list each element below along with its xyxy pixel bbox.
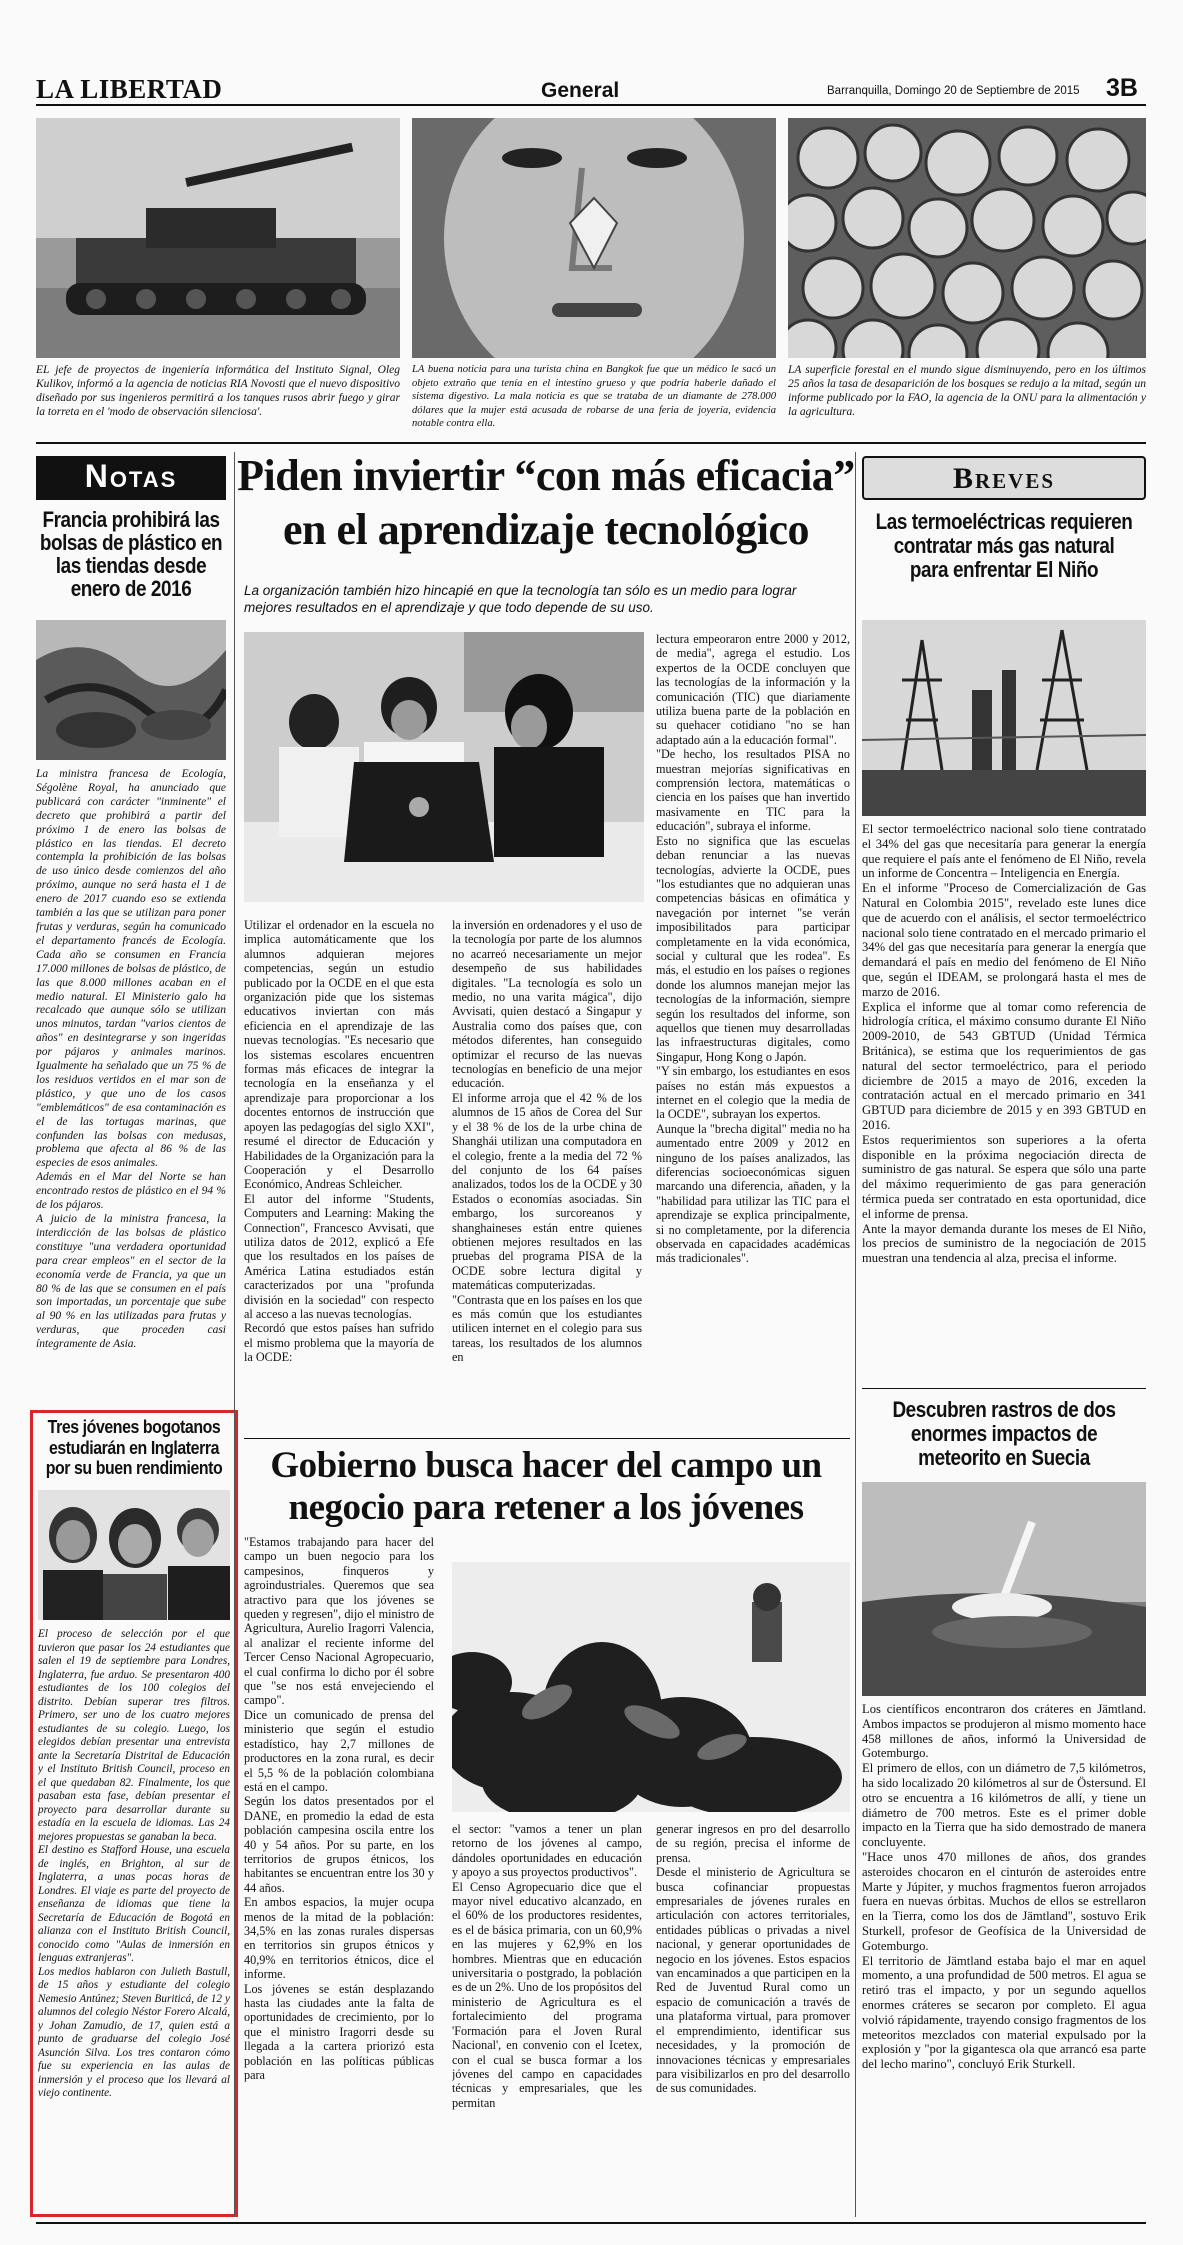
tank-photo (36, 118, 400, 358)
main-mid-rule (244, 1438, 850, 1439)
notas-body: La ministra francesa de Ecología, Ségolène Royal, ha anunciado que publicará con carácter "inminente" el decreto que prohibirá a partir del próximo 1 de enero las bolsas de plástico en las tiendas. El decreto contempla la prohibición de las bolsas de uso único desde comienzos del año próximo, aunque no será hasta el 1 de enero de 2017 cuando eso se extienda también a las que se utilizan para poner frutas y verduras, según ha comunicado el departamento francés de Ecología. Cada año se consumen en Francia 17.000 millones de bolsas de plástico, de las que 8.000 millones acaban en el medio natural. El Ministerio galo ha recalcado que aunque sólo se utilizan unos minutos, tardan "varios cientos de años" en desintegrarse y son ingeridas por pájaros y animales marinos. Igualmente ha señalado que un 75 % de los residuos vertidos en el mar son de plástico, y que uno de los casos "emblemáticos" de esa contaminación es el de las tortugas marinas, que confunden las bolsas con medusas, problema que afecta al 86 % de las especies de esos animales. Además en el Mar del Norte se han encontrado restos de plástico en el 94 % de los pájaros. A juicio de la ministra francesa, la interdicción de las bolsas de plástico constituye "una verdadera oportunidad para crear empleos" en el sector de la economía verde de Francia, ya que un 80 % de las que se consumen en el país son importadas, un porcentaje que sube al 90 % en las utilizadas para frutas y verduras, que proceden casi íntegramente de Asia. (36, 768, 226, 1351)
main2-headline-line2: negocio para retener a los jóvenes (288, 1487, 804, 1528)
breves-label: Breves (952, 462, 1056, 495)
logs-photo (788, 118, 1146, 358)
breves-body-1: El sector termoeléctrico nacional solo tiene contratado el 34% del gas que necesitaría para generar la energía que requiere el país ante el fenómeno de El Niño, revela un informe de Concentra – Inteligencia en Energía. En el informe "Proceso de Comercialización de Gas Natural en Colombia 2015", revelado este lunes dice que de acuerdo con el análisis, el sector termoeléctrico nacional solo tiene contratado en el mercado primario el 34% del gas que necesitaría para generar la energía que demandará el país en medio del fenómeno de El Niño que, según el IDEAM, se prolongará hasta el mes de marzo de 2016. Explica el informe que al tomar como referencia de hidrología crítica, el máximo consumo durante El Niño 2009-2010, de 543 GBTUD (Unidad Térmica Británica), se estima que los requerimientos de gas natural del sector termoeléctrico, para el periodo diciembre de 2015 a mayo de 2016, exceden la contratación actual en el mercado primario en 341 GBTUD para diciembre de 2015 y en 393 GBTUD en 2016. Estos requerimientos son superiores a la oferta disponible en la próxima negociación directa de suministro de gas natural. Se espera que sólo una parte del máximo requerimiento de gas para generación térmica pueda ser contratado en esta oportunidad, dice el informe de prensa. Ante la mayor demanda durante los meses de El Niño, los precios de suministro de la negociación de 2015 muestran una tendencia al alza, precisa el informe. (862, 822, 1146, 1266)
breves-body-2: Los científicos encontraron dos cráteres en Jämtland. Ambos impactos se produjeron al mismo momento hace 458 millones de años, informó la Universidad de Gotemburgo. El primero de ellos, con un diámetro de 7,5 kilómetros, ha sido localizado 20 kilómetros al sur de Östersund. El otro se encuentra a 16 kilómetros de allí, y tiene un diámetro de 700 metros. Este es el primer doble impacto en la Tierra que ha sido demostrado de manera concluyente. "Hace unos 470 millones de años, dos grandes asteroides chocaron en el cinturón de asteroides entre Marte y Júpiter, y muchos fragmentos fueron arrojados fuera en nuevas órbitas. Muchos de ellos se estrellaron en la Tierra, como los dos de Jämtland", sostuvo Erik Sturkell, profesor de Geofísica de la Universidad de Gotemburgo. El territorio de Jämtland estaba bajo el mar en aquel momento, a una profundidad de 500 metros. El agua se retiró tras el impacto, y por un segundo aquellos enormes cráteres se secaron por completo. El agua volvió rápidamente, trayendo consigo fragmentos de los meteoritos mezclados con material expulsado por la explosión y "por la gigantesca ola que arrancó esa parte del lecho marino", concluyó Erik Sturkell. (862, 1702, 1146, 2072)
breves-headline-2: Descubren rastros de dos enormes impactos de meteorito en Suecia (892, 1397, 1116, 1470)
classroom-photo (244, 632, 644, 902)
diamond-caption: LA buena noticia para una turista china en Bangkok fue que un médico le sacó un objeto extraño que tenía en el intestino grueso y que podría haberle dañado el sistema digestivo. La mala noticia es que se trataba de un diamante de 278.000 dólares que la mujer está acusada de robarse de una feria de joyería, evidencia notable contra ella. (412, 364, 776, 430)
section-name: General (541, 79, 620, 102)
breves-headline-1: Las termoeléctricas requieren contratar más gas natural para enfrentar El Niño (875, 509, 1133, 582)
students-photo (38, 1490, 230, 1620)
main2-col1: "Estamos trabajando para hacer del campo un buen negocio para los campesinos, finqueros y agroindustriales. Queremos que sea atractivo para que los jóvenes se queden y regresen", dijo el ministro de Agricultura, Aurelio Iragorri Valencia, al analizar el reciente informe del Tercer Censo Nacional Agropecuario, el cual confirma lo dicho por él sobre que "se nos está envejeciendo el campo". Dice un comunicado de prensa del ministerio que según el estudio estadístico, hay 2,7 millones de productores en la zona rural, es decir el 5,5 % de la población colombiana está en el campo. Según los datos presentados por el DANE, en promedio la edad de esta población campesina oscila entre los 40 y 54 años. Por su parte, en los territorios de grupos étnicos, los habitantes se encuentran entre los 30 y 44 años. En ambos espacios, la mujer ocupa menos de la mitad de la población: 34,5% en las zonas rurales dispersas en territorios sin grupos étnicos y 40,9% en territorios étnicos, dice el informe. Los jóvenes se están desplazando hasta las ciudades ante la falta de oportunidades de crecimiento, por lo que el ministro Iragorri desde su llegada a la cartera priorizó esta población en las políticas públicas para (244, 1535, 434, 2083)
main1-headline-line1: Piden inviertir “con más eficacia” (237, 451, 855, 500)
main1-col3: lectura empeoraron entre 2000 y 2012, de media", agrega el estudio. Los expertos de la OCDE concluyen que las tecnologías de la información y la comunicación (TIC) que diariamente utiliza buena parte de la población en su quehacer cotidiano "no se han adaptado aún a la educación formal". "De hecho, los resultados PISA no muestran mejorías significativas en comprensión lectora, matemáticas o ciencia en los países que han invertido masivamente en TIC para la educación", subraya el informe. Esto no significa que las escuelas deban renunciar a las nuevas tecnologías, advierte la OCDE, pues "los estudiantes que no adquieran unas competencias básicas en ofimática y navegación por internet "se verán imposibilitados para participar completamente en la vida económica, social y cultural que les rodea". Es más, el estudio en los países o regiones donde los alumnos manejan mejor las tecnologías de la información, siempre según los resultados del informe, son aquellos que tienen muy desarrolladas las infraestructuras digitales, como Singapur, Hong Kong o Japón. "Y sin embargo, los estudiantes en esos países no están más expuestos a internet en el colegio que la media de la OCDE", subrayan los expertos. Aunque la "brecha digital" media no ha aumentado entre 2009 y 2012 en ninguno de los países analizados, las diferencias socioeconómicas siguen marcando una diferencia, añaden, y la "habilidad para utilizar las TIC para el aprendizaje se explica principalmente, si no completamente, por la diferencia observada en capacidades académicas más tradicionales". (656, 632, 850, 1266)
notas-headline: Francia prohibirá las bolsas de plástico en las tiendas desde enero de 2016 (39, 507, 223, 601)
dateline: Barranquilla, Domingo 20 de Septiembre de 2015 (827, 85, 1080, 97)
masthead (36, 72, 1146, 102)
right-separator (855, 452, 856, 2217)
main1-col1: Utilizar el ordenador en la escuela no implica automáticamente que los alumnos adquieran mejores competencias, según un estudio publicado por la OCDE en el que esta organización pide que los sistemas educativos inviertan con más eficiencia en el aprendizaje de las nuevas tecnologías. "Es necesario que los sistemas escolares encuentren formas más eficaces de integrar la tecnología en la enseñanza y el aprendizaje para proporcionar a los docentes entornos de instrucción que apoyen las pedagogías del siglo XXI", resumé el director de Educación y Habilidades de la Organización para la Cooperación y el Desarrollo Económico, Andreas Schleicher. El autor del informe "Students, Computers and Learning: Making the Connection", Francesco Avvisati, que utiliza datos de 2012, explicó a Efe que los resultados en los países de América Latina estudiados están caracterizados por una "profunda división en la sociedad" con respecto al acceso a las nuevas tecnologías. Recordó que estos países han sufrido el mismo problema que la mayoría de la OCDE: (244, 918, 434, 1365)
farm-photo (452, 1562, 850, 1812)
main1-headline-line2: en el aprendizaje tecnológico (282, 505, 810, 554)
page-number: 3B (1106, 74, 1138, 102)
main2-col3: generar ingresos en pro del desarrollo de su región, precisa el informe de prensa. Desde el ministerio de Agricultura se busca cofinanciar propuestas empresariales de jóvenes rurales en articulación con actores territoriales, entidades públicas o privadas a nivel nacional, y generar oportunidades de negocio en los jóvenes. Estos espacios van encaminados a que participen en la Red de Juventud Rural como un espacio de comunicación a través de una plataforma virtual, para promover el emprendimiento, identificar sus necesidades, y la promoción de innovaciones técnicas y empresariales para visibilizarlos en pro del desarrollo de sus comunidades. (656, 1822, 850, 2096)
paper-name: LA LIBERTAD (36, 74, 223, 104)
tank-caption: EL jefe de proyectos de ingeniería informática del Instituto Signal, Oleg Kulikov, informó a la agencia de noticias RIA Novosti que el nuevo dispositivo diseñado por sus ingenieros permitirá a los tanques rusos abrir fuego y girar la torreta en el 'modo de observación silenciosa'. (36, 364, 400, 418)
meteorite-photo (862, 1482, 1146, 1696)
main1-col2: la inversión en ordenadores y el uso de la tecnología por parte de los alumnos no acarreó necesariamente un mejor desempeño de sus habilidades digitales. "La tecnología es solo un medio, no una varita mágica", dijo Avvisati, quien destacó a Singapur y Australia como dos países que, con métodos diferentes, han conseguido optimizar el recurso de las nuevas tecnologías en beneficio de una mejor educación. El informe arroja que el 42 % de los alumnos de 15 años de Corea del Sur y el 38 % de los de la urbe china de Shanghái utilizan una computadora en el colegio, frente a la media del 72 % del conjunto de los 64 países analizados, todos los de la OCDE y 30 Estados o economías asociadas. Sin embargo, los surcoreanos y shanghaineses están entre quienes obtienen mejores resultados en las pruebas del programa PISA de la OCDE sobre lectura digital y matemáticas computerizadas. "Contrasta que en los países en los que es más común que los estudiantes utilicen internet en el colegio para sus tareas, los resultados de los alumnos en (452, 918, 642, 1365)
diamond-photo (412, 118, 776, 358)
left-separator (234, 452, 235, 2217)
header-rule (36, 104, 1146, 106)
main1-deck: La organización también hizo hincapié en que la tecnología tan sólo es un medio para lograr mejores resultados en el aprendizaje y que todo depende de su uso. (244, 583, 797, 615)
breves-rule (862, 1388, 1146, 1389)
bottom-rule (36, 2222, 1146, 2224)
notas-label: Notas (84, 458, 178, 494)
boxed-body: El proceso de selección por el que tuvieron que pasar los 24 estudiantes que salen el 19 de septiembre para Londres, Inglaterra, fue arduo. Se presentaron 400 estudiantes de los 100 colegios del distrito. Debían superar tres filtros. Primero, ser uno de los cuatro mejores estudiantes de su colegio. Luego, los elegidos debían presentar una entrevista ante la Secretaría Distrital de Educación y el Instituto British Council, proceso en el que quedaban 82. Finalmente, los que pasaban esta fase, debían presentar el proyecto para desarrollar durante su estadía en la escuela de idiomas. Las 24 mejores propuestas se ganaban la beca. El destino es Stafford House, una escuela de inglés, en Brighton, al sur de Inglaterra, a unas pocas horas de Londres. El viaje es parte del proyecto de enseñanza de idiomas que tiene la Secretaría de Educación de Bogotá en alianza con el Instituto British Council, conocido como "Aulas de inmersión en lenguas extranjeras". Los medios hablaron con Julieth Bastull, de 15 años y estudiante del colegio Nemesio Antúnez; Steven Buriticá, de 12 y alumnos del colegio Néstor Forero Alcalá, y Johan Zamudio, de 17, quien está a punto de graduarse del colegio José Asunción Silva. Los tres contaron cómo fue su experiencia en las aulas de inmersión y el proceso que los llevará al viejo continente. (38, 1628, 230, 2099)
main2-headline-line1: Gobierno busca hacer del campo un (270, 1445, 822, 1486)
logs-caption: LA superficie forestal en el mundo sigue disminuyendo, pero en los últimos 25 años la tasa de desaparición de los bosques se redujo a la mitad, según un informe publicado por la FAO, la agencia de la ONU para la alimentación y la agricultura. (788, 364, 1146, 418)
power-plant-photo (862, 620, 1146, 816)
top-rule (36, 442, 1146, 444)
plastic-bags-photo (36, 620, 226, 760)
boxed-headline: Tres jóvenes bogotanos estudiarán en Inglaterra por su buen rendimiento (45, 1416, 223, 1478)
main2-col2: el sector: "vamos a tener un plan retorno de los jóvenes al campo, dándoles oportunidades en educación y apoyo a sus proyectos productivos". El Censo Agropecuario dice que el mayor nivel educativo alcanzado, en el 60% de los productores residentes, es el de básica primaria, con un 60,9% en las mujeres y 62,9% en los hombres. Mientras que en educación universitaria o postgrado, la población es de un 2%. Uno de los propósitos del ministerio de Agricultura es el fortalecimiento del programa 'Formación para el Joven Rural Nacional', en convenio con el Icetex, con el cual se busca formar a los jóvenes del campo en capacidades técnicas y empresariales, que les permitan (452, 1822, 642, 2110)
